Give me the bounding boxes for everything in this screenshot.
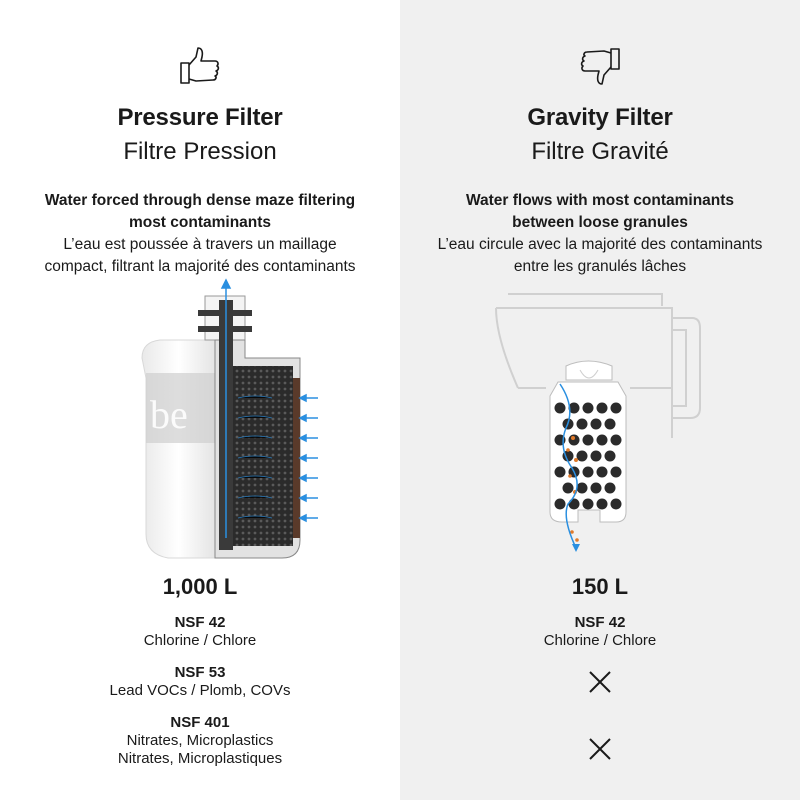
carbon-granule [611, 467, 622, 478]
gravity-desc-en-line-2: between loose granules [512, 214, 688, 231]
carbon-granule [597, 403, 608, 414]
carbon-granule [583, 403, 594, 414]
carbon-granule [577, 419, 588, 430]
carbon-granule [605, 451, 616, 462]
carbon-granule [563, 483, 574, 494]
carbon-granule [611, 499, 622, 510]
carbon-granule [611, 435, 622, 446]
carbon-granule [597, 499, 608, 510]
pressure-desc-en-line-1: Water forced through dense maze filtering [44, 192, 356, 209]
pressure-title-fr: Filtre Pression [123, 138, 277, 165]
gravity-desc-en-line-1: Water flows with most contaminants [465, 192, 735, 209]
carbon-granule [611, 403, 622, 414]
pressure-desc-en-line-2: most contaminants [128, 214, 272, 231]
carbon-granule [569, 435, 580, 446]
housing-logo-text: be [150, 392, 188, 437]
carbon-granule [555, 467, 566, 478]
carbon-block [233, 366, 293, 546]
gravity-capacity: 150 L [571, 574, 629, 599]
pressure-capacity: 1,000 L [162, 574, 238, 599]
thumbs-down-icon [578, 44, 622, 88]
pressure-filter-illustration [0, 278, 400, 568]
carbon-granule [605, 419, 616, 430]
filter-housing [142, 340, 215, 558]
pressure-description [20, 190, 380, 278]
carbon-granule [605, 483, 616, 494]
cert-description: Chlorine / Chlore [543, 632, 657, 649]
cert-standard: NSF 42 [574, 614, 626, 631]
pressure-cert-nsf401 [0, 714, 400, 768]
carbon-granule [597, 467, 608, 478]
gravity-title-fr: Filtre Gravité [531, 138, 669, 165]
pressure-cert-nsf42 [0, 614, 400, 650]
cert-standard: NSF 53 [174, 664, 226, 681]
gravity-desc-fr-line-1: L’eau circule avec la majorité des contaminants [437, 236, 763, 253]
cartridge-cap [566, 361, 612, 380]
carbon-granule [569, 499, 580, 510]
cert-standard: NSF 401 [170, 714, 230, 731]
cert-description: Lead VOCs / Plomb, COVs [109, 682, 291, 699]
carbon-granule [583, 435, 594, 446]
cert-description: Nitrates, Microplastiques [117, 750, 283, 767]
carbon-granule [583, 467, 594, 478]
pressure-title-en: Pressure Filter [117, 104, 283, 131]
carbon-granule [591, 419, 602, 430]
cert-description: Nitrates, Microplastics [126, 732, 274, 749]
pressure-desc-fr-line-1: L’eau est poussée à travers un maillage [63, 236, 337, 253]
carbon-granule [597, 435, 608, 446]
gravity-desc-fr-line-2: entre les granulés lâches [513, 258, 687, 275]
cross-icon [587, 736, 613, 762]
cert-description: Chlorine / Chlore [143, 632, 257, 649]
pressure-desc-fr-line-2: compact, filtrant la majorité des contaminants [44, 258, 356, 275]
carbon-granule [591, 483, 602, 494]
carbon-granule [577, 451, 588, 462]
gravity-title-en: Gravity Filter [527, 104, 673, 131]
gravity-cert-nsf42 [400, 614, 800, 650]
gravity-filter-illustration [400, 278, 800, 568]
carbon-granule [555, 403, 566, 414]
cross-icon [587, 669, 613, 695]
gravity-description [420, 190, 780, 278]
thumbs-up-icon [178, 44, 222, 88]
gravity-filter-column [400, 0, 800, 800]
carbon-granule [583, 499, 594, 510]
carbon-granule [591, 451, 602, 462]
carbon-granule [555, 499, 566, 510]
cert-standard: NSF 42 [174, 614, 226, 631]
carbon-granule [577, 483, 588, 494]
pressure-cert-nsf53 [0, 664, 400, 700]
